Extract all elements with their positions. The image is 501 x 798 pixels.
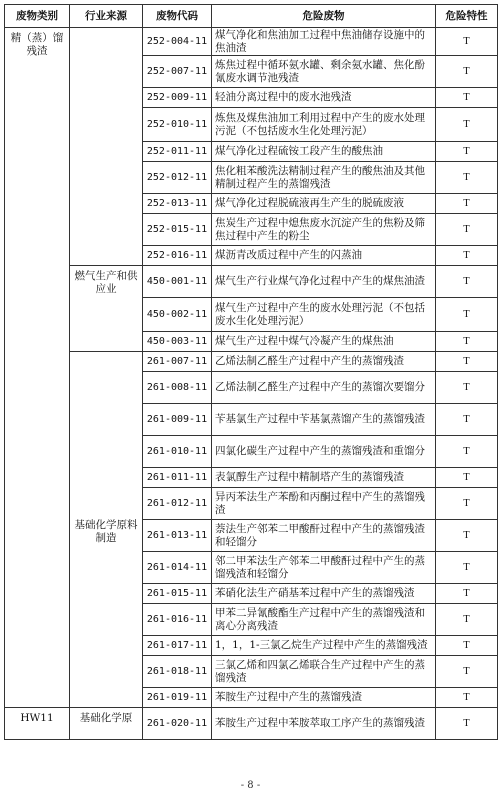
waste-code: 450-002-11: [143, 298, 212, 332]
header-category: 废物类别: [5, 5, 70, 28]
waste-description: 煤气净化过程硫铵工段产生的酸焦油: [212, 142, 436, 162]
hazard-property: T: [436, 142, 498, 162]
waste-code: 261-020-11: [143, 708, 212, 740]
hazard-property: T: [436, 194, 498, 214]
hazard-property: T: [436, 488, 498, 520]
hazard-property: T: [436, 214, 498, 246]
hazard-property: T: [436, 56, 498, 88]
waste-description: 苄基氯生产过程中苄基氯蒸馏产生的蒸馏残渣: [212, 404, 436, 436]
hazard-property: T: [436, 88, 498, 108]
hazard-property: T: [436, 436, 498, 468]
waste-description: 轻油分离过程中的废水池残渣: [212, 88, 436, 108]
hazard-property: T: [436, 332, 498, 352]
waste-description: 苯硝化法生产硝基苯过程中产生的蒸馏残渣: [212, 584, 436, 604]
waste-description: 焦化粗苯酸洗法精制过程产生的酸焦油及其他精制过程产生的蒸馏残渣: [212, 162, 436, 194]
hazard-property: T: [436, 520, 498, 552]
waste-code: 252-013-11: [143, 194, 212, 214]
waste-code: 450-001-11: [143, 266, 212, 298]
hazard-property: T: [436, 266, 498, 298]
header-waste: 危险废物: [212, 5, 436, 28]
hazard-property: T: [436, 28, 498, 56]
waste-code: 261-007-11: [143, 352, 212, 372]
waste-description: 四氯化碳生产过程中产生的蒸馏残渣和重馏分: [212, 436, 436, 468]
waste-code: 252-011-11: [143, 142, 212, 162]
waste-description: 苯胺生产过程中产生的蒸馏残渣: [212, 688, 436, 708]
hazard-property: T: [436, 372, 498, 404]
waste-description: 炼焦及煤焦油加工利用过程中产生的废水处理污泥（不包括废水生化处理污泥）: [212, 108, 436, 142]
hazard-property: T: [436, 584, 498, 604]
hazard-property: T: [436, 298, 498, 332]
industry-cell-chem: 基础化学原料制造: [70, 352, 143, 708]
waste-code: 252-015-11: [143, 214, 212, 246]
waste-code: 261-008-11: [143, 372, 212, 404]
industry-cell-gas: 燃气生产和供应业: [70, 266, 143, 352]
header-code: 废物代码: [143, 5, 212, 28]
hazard-property: T: [436, 162, 498, 194]
hazard-property: T: [436, 656, 498, 688]
waste-code: 261-016-11: [143, 604, 212, 636]
waste-description: 煤沥青改质过程中产生的闪蒸油: [212, 246, 436, 266]
industry-cell-coking: [70, 28, 143, 266]
waste-code: 261-010-11: [143, 436, 212, 468]
waste-description: 1，1，1-三氯乙烷生产过程中产生的蒸馏残渣: [212, 636, 436, 656]
waste-description: 邻二甲苯法生产邻苯二甲酸酐过程中产生的蒸馏残渣和轻馏分: [212, 552, 436, 584]
waste-code: 261-014-11: [143, 552, 212, 584]
waste-code: 252-012-11: [143, 162, 212, 194]
waste-description: 甲苯二异氰酸酯生产过程中产生的蒸馏残渣和离心分离残渣: [212, 604, 436, 636]
waste-code: 252-009-11: [143, 88, 212, 108]
waste-description: 焦炭生产过程中熄焦废水沉淀产生的焦粉及筛焦过程中产生的粉尘: [212, 214, 436, 246]
waste-code: 252-007-11: [143, 56, 212, 88]
waste-description: 煤气生产过程中煤气冷凝产生的煤焦油: [212, 332, 436, 352]
waste-code: 252-004-11: [143, 28, 212, 56]
industry-cell-next: 基础化学原: [70, 708, 143, 740]
page: [4, 4, 497, 740]
waste-description: 异丙苯法生产苯酚和丙酮过程中产生的蒸馏残渣: [212, 488, 436, 520]
table-row: [5, 266, 498, 298]
waste-description: 煤气生产行业煤气净化过程中产生的煤焦油渣: [212, 266, 436, 298]
hazard-property: T: [436, 552, 498, 584]
hazardous-waste-table: [4, 4, 498, 740]
waste-description: 炼焦过程中循环氨水罐、剩余氨水罐、焦化酚氰废水调节池残渣: [212, 56, 436, 88]
hazard-property: T: [436, 108, 498, 142]
waste-description: 苯胺生产过程中苯胺萃取工序产生的蒸馏残渣: [212, 708, 436, 740]
header-industry: 行业来源: [70, 5, 143, 28]
waste-code: 261-017-11: [143, 636, 212, 656]
waste-code: 261-015-11: [143, 584, 212, 604]
hazard-property: T: [436, 404, 498, 436]
table-row: [5, 352, 498, 372]
waste-code: 450-003-11: [143, 332, 212, 352]
waste-description: 煤气净化和焦油加工过程中焦油储存设施中的焦油渣: [212, 28, 436, 56]
waste-code: 252-010-11: [143, 108, 212, 142]
waste-code: 261-013-11: [143, 520, 212, 552]
waste-code: 261-011-11: [143, 468, 212, 488]
page-number: - 8 -: [240, 780, 261, 791]
hazard-property: T: [436, 688, 498, 708]
waste-code: 261-019-11: [143, 688, 212, 708]
table-row: [5, 28, 498, 56]
waste-description: 三氯乙烯和四氯乙烯联合生产过程中产生的蒸馏残渣: [212, 656, 436, 688]
category-cell: 精（蒸）馏残渣: [5, 28, 70, 708]
waste-description: 乙烯法制乙醛生产过程中产生的蒸馏次要馏分: [212, 372, 436, 404]
table-header-row: [5, 5, 498, 28]
waste-description: 乙烯法制乙醛生产过程中产生的蒸馏残渣: [212, 352, 436, 372]
waste-description: 表氯醇生产过程中精制塔产生的蒸馏残渣: [212, 468, 436, 488]
hazard-property: T: [436, 246, 498, 266]
waste-description: 萘法生产邻苯二甲酸酐过程中产生的蒸馏残渣和轻馏分: [212, 520, 436, 552]
hazard-property: T: [436, 604, 498, 636]
hazard-property: T: [436, 636, 498, 656]
hazard-property: T: [436, 708, 498, 740]
hazard-property: T: [436, 468, 498, 488]
waste-description: 煤气生产过程中产生的废水处理污泥（不包括废水生化处理污泥）: [212, 298, 436, 332]
waste-code: 261-009-11: [143, 404, 212, 436]
hazard-property: T: [436, 352, 498, 372]
category-cell-next: HW11: [5, 708, 70, 740]
waste-code: 261-012-11: [143, 488, 212, 520]
waste-description: 煤气净化过程脱硫液再生产生的脱硫废液: [212, 194, 436, 214]
waste-code: 252-016-11: [143, 246, 212, 266]
header-property: 危险特性: [436, 5, 498, 28]
table-row: [5, 708, 498, 740]
waste-code: 261-018-11: [143, 656, 212, 688]
